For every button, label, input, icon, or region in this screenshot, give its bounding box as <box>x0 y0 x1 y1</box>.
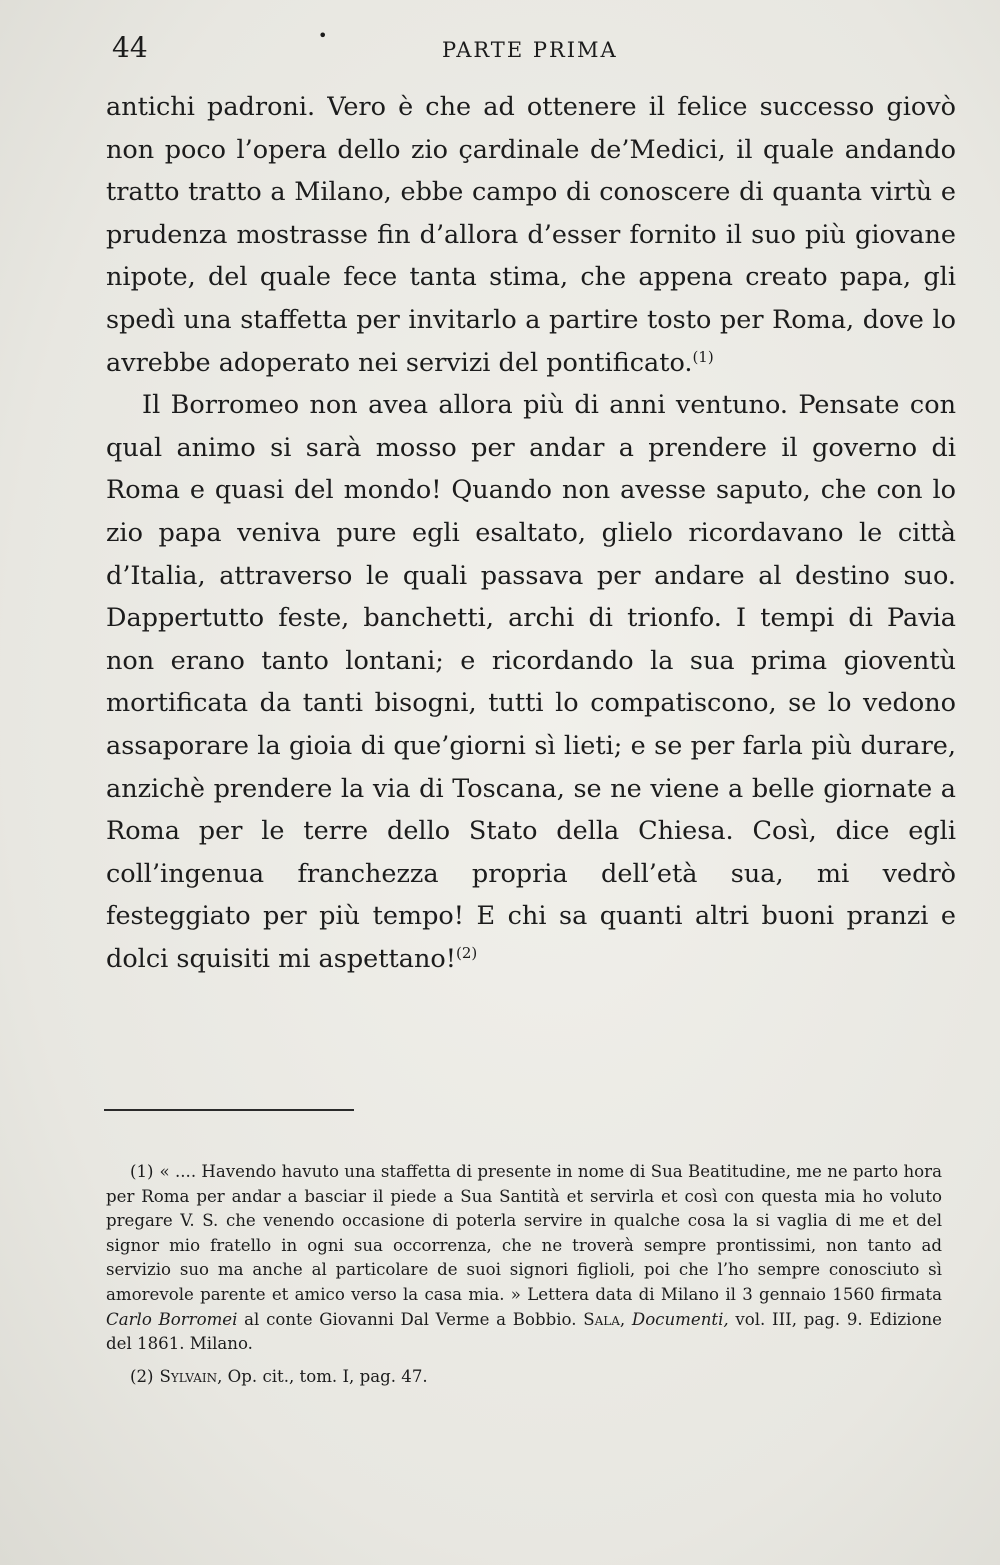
footnote-ref-1: (1) <box>692 347 714 366</box>
paragraph-2 <box>106 384 956 980</box>
header-dot: • <box>318 26 328 45</box>
paragraph-1 <box>106 86 956 384</box>
footnote-1-author: Sala, <box>583 1309 626 1329</box>
footnote-1-text-a: « .... Havendo havuto una staffetta di presente in nome di Sua Beatitudine, me ne parto hora per Roma per andar a basciar il piede a Sua Santità et servirla et così con questa mia ho voluto pregare V. S. che venendo occasione di poterla servire in qualche cosa la si vaglia di me et del signor mio fratello in ogni sua occorrenza, che ne troverà sempre prontissimi, non tanto ad servizio suo ma anche al particolare de suoi signori figlioli, poi che l’ho sempre conosciuto sì amorevole parente et amico verso la casa mia. » Lettera data di Milano il 3 gennaio 1560 firmata <box>106 1162 942 1304</box>
footnote-ref-2: (2) <box>455 943 478 962</box>
page-number: 44 <box>112 31 148 64</box>
page-header <box>112 28 952 68</box>
paragraph-1-text: antichi padroni. Vero è che ad ottenere il felice successo giovò non poco l’opera dello zio çardinale de’Medici, il quale andando tratto tratto a Milano, ebbe campo di conoscere di quanta virtù e prudenza mostrasse fin d’allora d’esser fornito il suo più giovane nipote, del quale fece tanta stima, che appena creato papa, gli spedì una staffetta per invitarlo a partire tosto per Roma, dove lo avrebbe adoperato nei servizi del pontificato. <box>106 92 956 378</box>
footnote-2-author: Sylvain, <box>159 1366 223 1386</box>
footnote-2 <box>106 1365 942 1390</box>
footnote-2-text: Op. cit., tom. I, pag. 47. <box>227 1366 428 1386</box>
footnotes <box>106 1160 942 1389</box>
footnote-1-text-c: vol. III, pag. 9. Edizione del 1861. Milano. <box>106 1309 942 1354</box>
footnote-1 <box>106 1160 942 1357</box>
footnote-2-marker: (2) <box>130 1366 154 1386</box>
footnote-1-signature: Carlo Borromei <box>106 1309 238 1329</box>
footnote-1-marker: (1) <box>130 1162 154 1181</box>
footnote-1-text-b: al conte Giovanni Dal Verme a Bobbio. <box>244 1309 577 1329</box>
paragraph-2-text: Il Borromeo non avea allora più di anni ventuno. Pensate con qual animo si sarà mosso per andar a prendere il governo di Roma e quasi del mondo! Quando non avesse saputo, che con lo zio papa veniva pure egli esaltato, glielo ricordavano le città d’Italia, attraverso le quali passava per andare al destino suo. Dappertutto feste, banchetti, archi di trionfo. I tempi di Pavia non erano tanto lontani; e ricordando la sua prima gioventù mortificata da tanti bisogni, tutti lo compatiscono, se lo vedono assaporare la gioia di que’giorni sì lieti; e se per farla più durare, anzichè prendere la via di Toscana, se ne viene a belle giornate a Roma per le terre dello Stato della Chiesa. Così, dice egli coll’ingenua franchezza propria dell’età sua, mi vedrò festeggiato per più tempo! E chi sa quanti altri buoni pranzi e dolci squisiti mi aspettano! <box>106 390 956 974</box>
footnote-1-work: Documenti, <box>631 1309 729 1329</box>
running-head: PARTE PRIMA <box>442 38 618 62</box>
footnote-separator <box>104 1109 354 1111</box>
main-text <box>106 86 956 980</box>
